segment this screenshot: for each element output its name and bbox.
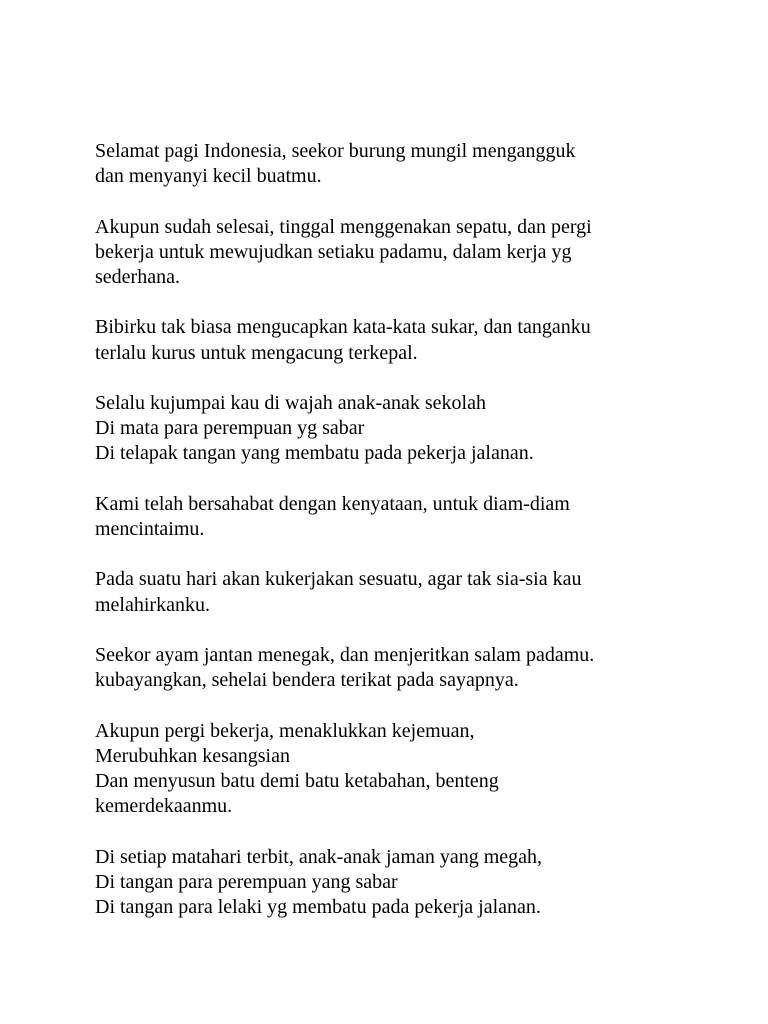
poem-line: kubayangkan, sehelai bendera terikat pada sayapnya. (95, 669, 519, 692)
stanza-3 (95, 315, 735, 365)
poem-line: Akupun pergi bekerja, menaklukkan kejemuan, (95, 719, 475, 742)
stanza-6 (95, 567, 735, 617)
poem-line: Dan menyusun batu demi batu ketabahan, benteng (95, 769, 499, 792)
poem-line: Pada suatu hari akan kukerjakan sesuatu, agar tak sia-sia kau (95, 568, 582, 591)
poem-line: sederhana. (95, 266, 180, 288)
poem-line: Di tangan para perempuan yang sabar (95, 870, 398, 893)
poem-line: Di tangan para lelaki yg membatu pada pekerja jalanan. (95, 895, 541, 918)
stanza-1 (95, 139, 735, 189)
poem-line: Di setiap matahari terbit, anak-anak jaman yang megah, (95, 845, 543, 868)
poem-line: Selamat pagi Indonesia, seekor burung mungil mengangguk (95, 140, 576, 162)
poem-line: bekerja untuk mewujudkan setiaku padamu, dalam kerja yg (95, 240, 572, 263)
poem-line: Akupun sudah selesai, tinggal menggenakan sepatu, dan pergi (95, 215, 592, 238)
poem-line: terlalu kurus untuk mengacung terkepal. (95, 341, 418, 364)
stanza-5 (95, 492, 735, 542)
poem-line: Bibirku tak biasa mengucapkan kata-kata sukar, dan tanganku (95, 316, 591, 339)
poem-line: Merubuhkan kesangsian (95, 744, 290, 767)
stanza-4 (95, 391, 735, 467)
poem-line: Di mata para perempuan yg sabar (95, 417, 365, 440)
poem-line: Di telapak tangan yang membatu pada pekerja jalanan. (95, 442, 534, 465)
poem-line: melahirkanku. (95, 593, 210, 616)
poem-line: Selalu kujumpai kau di wajah anak-anak sekolah (95, 391, 486, 414)
poem-line: dan menyanyi kecil buatmu. (95, 165, 322, 188)
stanza-8 (95, 719, 735, 820)
poem-line: kemerdekaanmu. (95, 795, 233, 818)
stanza-2 (95, 215, 735, 291)
poem-body (95, 139, 735, 920)
poem-line: Kami telah bersahabat dengan kenyataan, untuk diam-diam (95, 492, 570, 515)
poem-line: Seekor ayam jantan menegak, dan menjeritkan salam padamu. (95, 643, 595, 666)
stanza-7 (95, 643, 735, 693)
stanza-9 (95, 845, 735, 921)
poem-line: mencintaimu. (95, 517, 205, 540)
